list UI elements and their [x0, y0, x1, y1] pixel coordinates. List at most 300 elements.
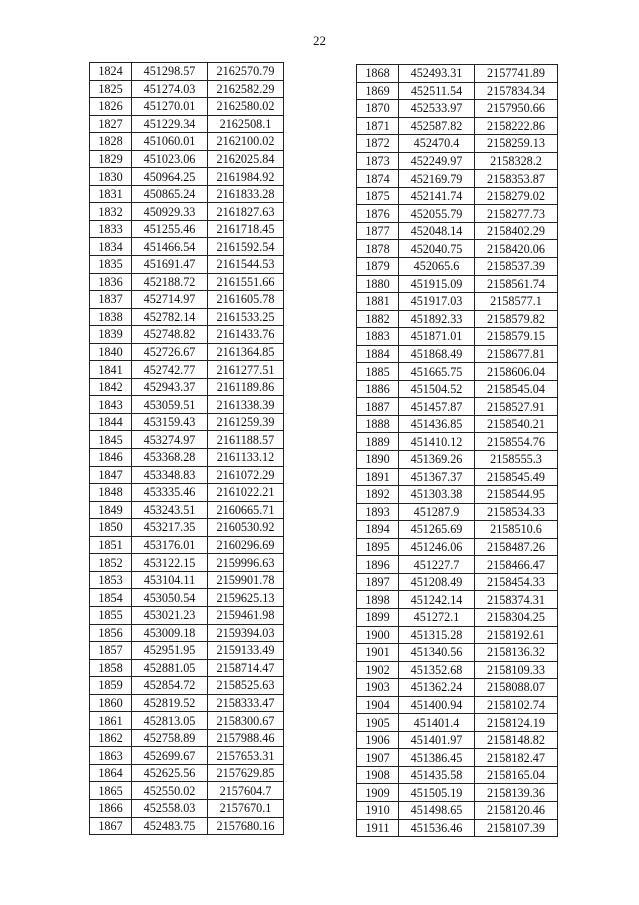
point-number-cell: 1855	[90, 606, 132, 624]
x-coordinate-cell: 451369.26	[399, 451, 475, 469]
table-row	[90, 712, 284, 730]
point-number-cell: 1829	[90, 150, 132, 168]
y-coordinate-cell: 2158109.33	[475, 661, 558, 679]
x-coordinate-cell: 451505.19	[399, 784, 475, 802]
y-coordinate-cell: 2162582.29	[208, 80, 284, 98]
point-number-cell: 1848	[90, 484, 132, 502]
point-number-cell: 1849	[90, 501, 132, 519]
table-row	[90, 326, 284, 344]
table-row	[90, 799, 284, 817]
x-coordinate-cell: 452040.75	[399, 240, 475, 258]
point-number-cell: 1909	[357, 784, 399, 802]
table-row	[90, 220, 284, 238]
y-coordinate-cell: 2158192.61	[475, 626, 558, 644]
point-number-cell: 1899	[357, 608, 399, 626]
x-coordinate-cell: 451915.09	[399, 275, 475, 293]
point-number-cell: 1897	[357, 573, 399, 591]
table-row	[90, 694, 284, 712]
point-number-cell: 1843	[90, 396, 132, 414]
point-number-cell: 1894	[357, 521, 399, 539]
table-row	[90, 729, 284, 747]
table-row	[357, 222, 558, 240]
y-coordinate-cell: 2158102.74	[475, 696, 558, 714]
x-coordinate-cell: 451060.01	[132, 133, 208, 151]
point-number-cell: 1844	[90, 413, 132, 431]
x-coordinate-cell: 451255.46	[132, 220, 208, 238]
table-row	[357, 328, 558, 346]
point-number-cell: 1888	[357, 415, 399, 433]
y-coordinate-cell: 2161544.53	[208, 256, 284, 274]
table-row	[357, 117, 558, 135]
x-coordinate-cell: 452881.05	[132, 659, 208, 677]
y-coordinate-cell: 2158279.02	[475, 187, 558, 205]
x-coordinate-cell: 452169.79	[399, 170, 475, 188]
y-coordinate-cell: 2161718.45	[208, 220, 284, 238]
table-row	[90, 63, 284, 81]
y-coordinate-cell: 2159625.13	[208, 589, 284, 607]
y-coordinate-cell: 2158545.49	[475, 468, 558, 486]
x-coordinate-cell: 452742.77	[132, 361, 208, 379]
x-coordinate-cell: 452854.72	[132, 677, 208, 695]
y-coordinate-cell: 2158182.47	[475, 749, 558, 767]
x-coordinate-cell: 453176.01	[132, 536, 208, 554]
y-coordinate-cell: 2158510.6	[475, 521, 558, 539]
y-coordinate-cell: 2162580.02	[208, 98, 284, 116]
point-number-cell: 1832	[90, 203, 132, 221]
table-row	[90, 606, 284, 624]
y-coordinate-cell: 2158402.29	[475, 222, 558, 240]
table-row	[90, 361, 284, 379]
x-coordinate-cell: 451386.45	[399, 749, 475, 767]
y-coordinate-cell: 2158259.13	[475, 135, 558, 153]
x-coordinate-cell: 451917.03	[399, 293, 475, 311]
y-coordinate-cell: 2161833.28	[208, 185, 284, 203]
table-row	[90, 150, 284, 168]
x-coordinate-cell: 452748.82	[132, 326, 208, 344]
y-coordinate-cell: 2159133.49	[208, 642, 284, 660]
table-row	[357, 100, 558, 118]
table-row	[357, 661, 558, 679]
table-row	[357, 433, 558, 451]
table-row	[357, 608, 558, 626]
y-coordinate-cell: 2158139.36	[475, 784, 558, 802]
table-row	[90, 133, 284, 151]
point-number-cell: 1838	[90, 308, 132, 326]
point-number-cell: 1850	[90, 519, 132, 537]
point-number-cell: 1904	[357, 696, 399, 714]
point-number-cell: 1852	[90, 554, 132, 572]
point-number-cell: 1903	[357, 679, 399, 697]
x-coordinate-cell: 451265.69	[399, 521, 475, 539]
point-number-cell: 1891	[357, 468, 399, 486]
point-number-cell: 1874	[357, 170, 399, 188]
table-row	[357, 310, 558, 328]
table-row	[90, 642, 284, 660]
y-coordinate-cell: 2158544.95	[475, 486, 558, 504]
table-row	[90, 343, 284, 361]
point-number-cell: 1847	[90, 466, 132, 484]
y-coordinate-cell: 2161551.66	[208, 273, 284, 291]
table-row	[90, 238, 284, 256]
y-coordinate-cell: 2158579.15	[475, 328, 558, 346]
table-row	[90, 501, 284, 519]
x-coordinate-cell: 452587.82	[399, 117, 475, 135]
x-coordinate-cell: 452699.67	[132, 747, 208, 765]
point-number-cell: 1866	[90, 799, 132, 817]
point-number-cell: 1905	[357, 714, 399, 732]
table-row	[90, 273, 284, 291]
y-coordinate-cell: 2162570.79	[208, 63, 284, 81]
y-coordinate-cell: 2158540.21	[475, 415, 558, 433]
point-number-cell: 1910	[357, 801, 399, 819]
point-number-cell: 1833	[90, 220, 132, 238]
y-coordinate-cell: 2158222.86	[475, 117, 558, 135]
table-row	[90, 98, 284, 116]
x-coordinate-cell: 453335.46	[132, 484, 208, 502]
x-coordinate-cell: 452758.89	[132, 729, 208, 747]
x-coordinate-cell: 452249.97	[399, 152, 475, 170]
point-number-cell: 1837	[90, 291, 132, 309]
x-coordinate-cell: 452065.6	[399, 258, 475, 276]
table-row	[357, 679, 558, 697]
table-row	[90, 80, 284, 98]
table-row	[357, 696, 558, 714]
table-row	[357, 152, 558, 170]
y-coordinate-cell: 2158487.26	[475, 538, 558, 556]
x-coordinate-cell: 451229.34	[132, 115, 208, 133]
y-coordinate-cell: 2161433.76	[208, 326, 284, 344]
y-coordinate-cell: 2160665.71	[208, 501, 284, 519]
table-row	[90, 431, 284, 449]
point-number-cell: 1846	[90, 449, 132, 467]
y-coordinate-cell: 2158577.1	[475, 293, 558, 311]
point-number-cell: 1892	[357, 486, 399, 504]
x-coordinate-cell: 453274.97	[132, 431, 208, 449]
y-coordinate-cell: 2158454.33	[475, 573, 558, 591]
table-row	[357, 205, 558, 223]
x-coordinate-cell: 451272.1	[399, 608, 475, 626]
x-coordinate-cell: 451498.65	[399, 801, 475, 819]
point-number-cell: 1860	[90, 694, 132, 712]
point-number-cell: 1857	[90, 642, 132, 660]
x-coordinate-cell: 452141.74	[399, 187, 475, 205]
point-number-cell: 1896	[357, 556, 399, 574]
point-number-cell: 1861	[90, 712, 132, 730]
y-coordinate-cell: 2161533.25	[208, 308, 284, 326]
point-number-cell: 1856	[90, 624, 132, 642]
y-coordinate-cell: 2158606.04	[475, 363, 558, 381]
y-coordinate-cell: 2158677.81	[475, 345, 558, 363]
x-coordinate-cell: 451400.94	[399, 696, 475, 714]
y-coordinate-cell: 2158579.82	[475, 310, 558, 328]
point-number-cell: 1881	[357, 293, 399, 311]
x-coordinate-cell: 451892.33	[399, 310, 475, 328]
coordinates-table-right	[356, 64, 558, 837]
table-row	[90, 519, 284, 537]
table-row	[357, 749, 558, 767]
y-coordinate-cell: 2157741.89	[475, 65, 558, 83]
point-number-cell: 1883	[357, 328, 399, 346]
x-coordinate-cell: 451352.68	[399, 661, 475, 679]
y-coordinate-cell: 2158107.39	[475, 819, 558, 837]
table-row	[90, 291, 284, 309]
table-row	[357, 626, 558, 644]
y-coordinate-cell: 2161277.51	[208, 361, 284, 379]
x-coordinate-cell: 451868.49	[399, 345, 475, 363]
point-number-cell: 1885	[357, 363, 399, 381]
x-coordinate-cell: 452055.79	[399, 205, 475, 223]
point-number-cell: 1825	[90, 80, 132, 98]
table-row	[90, 484, 284, 502]
table-row	[90, 536, 284, 554]
x-coordinate-cell: 450929.33	[132, 203, 208, 221]
y-coordinate-cell: 2161605.78	[208, 291, 284, 309]
point-number-cell: 1865	[90, 782, 132, 800]
point-number-cell: 1872	[357, 135, 399, 153]
y-coordinate-cell: 2158277.73	[475, 205, 558, 223]
y-coordinate-cell: 2158554.76	[475, 433, 558, 451]
x-coordinate-cell: 451435.58	[399, 766, 475, 784]
point-number-cell: 1902	[357, 661, 399, 679]
y-coordinate-cell: 2158420.06	[475, 240, 558, 258]
x-coordinate-cell: 451691.47	[132, 256, 208, 274]
point-number-cell: 1836	[90, 273, 132, 291]
table-row	[90, 764, 284, 782]
x-coordinate-cell: 452819.52	[132, 694, 208, 712]
y-coordinate-cell: 2157604.7	[208, 782, 284, 800]
x-coordinate-cell: 453050.54	[132, 589, 208, 607]
table-row	[90, 677, 284, 695]
table-row	[357, 644, 558, 662]
y-coordinate-cell: 2161984.92	[208, 168, 284, 186]
table-row	[90, 659, 284, 677]
y-coordinate-cell: 2158328.2	[475, 152, 558, 170]
y-coordinate-cell: 2159996.63	[208, 554, 284, 572]
y-coordinate-cell: 2159394.03	[208, 624, 284, 642]
table-row	[90, 168, 284, 186]
page-number: 22	[313, 33, 326, 48]
point-number-cell: 1880	[357, 275, 399, 293]
table-row	[90, 589, 284, 607]
point-number-cell: 1911	[357, 819, 399, 837]
x-coordinate-cell: 452470.4	[399, 135, 475, 153]
y-coordinate-cell: 2157670.1	[208, 799, 284, 817]
point-number-cell: 1863	[90, 747, 132, 765]
point-number-cell: 1867	[90, 817, 132, 835]
x-coordinate-cell: 451298.57	[132, 63, 208, 81]
x-coordinate-cell: 452813.05	[132, 712, 208, 730]
point-number-cell: 1828	[90, 133, 132, 151]
x-coordinate-cell: 451401.4	[399, 714, 475, 732]
table-row	[357, 801, 558, 819]
x-coordinate-cell: 452493.31	[399, 65, 475, 83]
table-row	[357, 503, 558, 521]
x-coordinate-cell: 450964.25	[132, 168, 208, 186]
point-number-cell: 1906	[357, 731, 399, 749]
x-coordinate-cell: 452558.03	[132, 799, 208, 817]
y-coordinate-cell: 2158561.74	[475, 275, 558, 293]
point-number-cell: 1878	[357, 240, 399, 258]
point-number-cell: 1864	[90, 764, 132, 782]
y-coordinate-cell: 2161188.57	[208, 431, 284, 449]
y-coordinate-cell: 2160530.92	[208, 519, 284, 537]
y-coordinate-cell: 2158545.04	[475, 380, 558, 398]
y-coordinate-cell: 2161189.86	[208, 378, 284, 396]
x-coordinate-cell: 451274.03	[132, 80, 208, 98]
point-number-cell: 1842	[90, 378, 132, 396]
table-row	[90, 203, 284, 221]
table-row	[90, 378, 284, 396]
point-number-cell: 1834	[90, 238, 132, 256]
point-number-cell: 1886	[357, 380, 399, 398]
x-coordinate-cell: 451871.01	[399, 328, 475, 346]
table-row	[90, 571, 284, 589]
y-coordinate-cell: 2158353.87	[475, 170, 558, 188]
y-coordinate-cell: 2158333.47	[208, 694, 284, 712]
point-number-cell: 1895	[357, 538, 399, 556]
y-coordinate-cell: 2157680.16	[208, 817, 284, 835]
point-number-cell: 1862	[90, 729, 132, 747]
x-coordinate-cell: 453104.11	[132, 571, 208, 589]
x-coordinate-cell: 451536.46	[399, 819, 475, 837]
table-row	[357, 573, 558, 591]
y-coordinate-cell: 2161259.39	[208, 413, 284, 431]
x-coordinate-cell: 451401.97	[399, 731, 475, 749]
x-coordinate-cell: 451436.85	[399, 415, 475, 433]
x-coordinate-cell: 451242.14	[399, 591, 475, 609]
table-row	[357, 591, 558, 609]
point-number-cell: 1835	[90, 256, 132, 274]
y-coordinate-cell: 2157834.34	[475, 82, 558, 100]
table-row	[357, 731, 558, 749]
table-row	[357, 468, 558, 486]
table-row	[357, 240, 558, 258]
y-coordinate-cell: 2158300.67	[208, 712, 284, 730]
y-coordinate-cell: 2158466.47	[475, 556, 558, 574]
x-coordinate-cell: 452782.14	[132, 308, 208, 326]
table-row	[357, 363, 558, 381]
x-coordinate-cell: 451362.24	[399, 679, 475, 697]
x-coordinate-cell: 453122.15	[132, 554, 208, 572]
x-coordinate-cell: 451270.01	[132, 98, 208, 116]
point-number-cell: 1871	[357, 117, 399, 135]
x-coordinate-cell: 451023.06	[132, 150, 208, 168]
x-coordinate-cell: 451227.7	[399, 556, 475, 574]
x-coordinate-cell: 451315.28	[399, 626, 475, 644]
y-coordinate-cell: 2158537.39	[475, 258, 558, 276]
point-number-cell: 1826	[90, 98, 132, 116]
y-coordinate-cell: 2161022.21	[208, 484, 284, 502]
point-number-cell: 1841	[90, 361, 132, 379]
x-coordinate-cell: 453159.43	[132, 413, 208, 431]
point-number-cell: 1840	[90, 343, 132, 361]
x-coordinate-cell: 451287.9	[399, 503, 475, 521]
point-number-cell: 1839	[90, 326, 132, 344]
table-row	[357, 82, 558, 100]
x-coordinate-cell: 451367.37	[399, 468, 475, 486]
x-coordinate-cell: 451246.06	[399, 538, 475, 556]
x-coordinate-cell: 453021.23	[132, 606, 208, 624]
table-row	[90, 396, 284, 414]
table-row	[90, 817, 284, 835]
table-row	[357, 275, 558, 293]
x-coordinate-cell: 451303.38	[399, 486, 475, 504]
y-coordinate-cell: 2158165.04	[475, 766, 558, 784]
table-row	[357, 398, 558, 416]
point-number-cell: 1845	[90, 431, 132, 449]
point-number-cell: 1873	[357, 152, 399, 170]
point-number-cell: 1908	[357, 766, 399, 784]
x-coordinate-cell: 452726.67	[132, 343, 208, 361]
y-coordinate-cell: 2162025.84	[208, 150, 284, 168]
point-number-cell: 1827	[90, 115, 132, 133]
point-number-cell: 1859	[90, 677, 132, 695]
x-coordinate-cell: 452625.56	[132, 764, 208, 782]
point-number-cell: 1884	[357, 345, 399, 363]
table-row	[357, 65, 558, 83]
point-number-cell: 1858	[90, 659, 132, 677]
table-row	[357, 345, 558, 363]
x-coordinate-cell: 451208.49	[399, 573, 475, 591]
point-number-cell: 1831	[90, 185, 132, 203]
x-coordinate-cell: 453059.51	[132, 396, 208, 414]
y-coordinate-cell: 2157988.46	[208, 729, 284, 747]
point-number-cell: 1877	[357, 222, 399, 240]
point-number-cell: 1853	[90, 571, 132, 589]
x-coordinate-cell: 452943.37	[132, 378, 208, 396]
point-number-cell: 1900	[357, 626, 399, 644]
table-row	[357, 451, 558, 469]
table-row	[90, 466, 284, 484]
point-number-cell: 1869	[357, 82, 399, 100]
x-coordinate-cell: 451410.12	[399, 433, 475, 451]
point-number-cell: 1879	[357, 258, 399, 276]
x-coordinate-cell: 452048.14	[399, 222, 475, 240]
point-number-cell: 1824	[90, 63, 132, 81]
y-coordinate-cell: 2158374.31	[475, 591, 558, 609]
y-coordinate-cell: 2157653.31	[208, 747, 284, 765]
y-coordinate-cell: 2161338.39	[208, 396, 284, 414]
point-number-cell: 1870	[357, 100, 399, 118]
point-number-cell: 1893	[357, 503, 399, 521]
table-row	[357, 187, 558, 205]
table-row	[357, 486, 558, 504]
point-number-cell: 1876	[357, 205, 399, 223]
y-coordinate-cell: 2158148.82	[475, 731, 558, 749]
table-row	[90, 624, 284, 642]
table-row	[90, 308, 284, 326]
table-row	[90, 256, 284, 274]
table-row	[357, 521, 558, 539]
y-coordinate-cell: 2157629.85	[208, 764, 284, 782]
y-coordinate-cell: 2161592.54	[208, 238, 284, 256]
x-coordinate-cell: 453243.51	[132, 501, 208, 519]
y-coordinate-cell: 2162508.1	[208, 115, 284, 133]
point-number-cell: 1875	[357, 187, 399, 205]
table-row	[357, 556, 558, 574]
point-number-cell: 1854	[90, 589, 132, 607]
x-coordinate-cell: 453009.18	[132, 624, 208, 642]
table-row	[357, 538, 558, 556]
y-coordinate-cell: 2160296.69	[208, 536, 284, 554]
y-coordinate-cell: 2159461.98	[208, 606, 284, 624]
point-number-cell: 1868	[357, 65, 399, 83]
x-coordinate-cell: 452511.54	[399, 82, 475, 100]
table-row	[357, 714, 558, 732]
point-number-cell: 1882	[357, 310, 399, 328]
y-coordinate-cell: 2158120.46	[475, 801, 558, 819]
y-coordinate-cell: 2158124.19	[475, 714, 558, 732]
